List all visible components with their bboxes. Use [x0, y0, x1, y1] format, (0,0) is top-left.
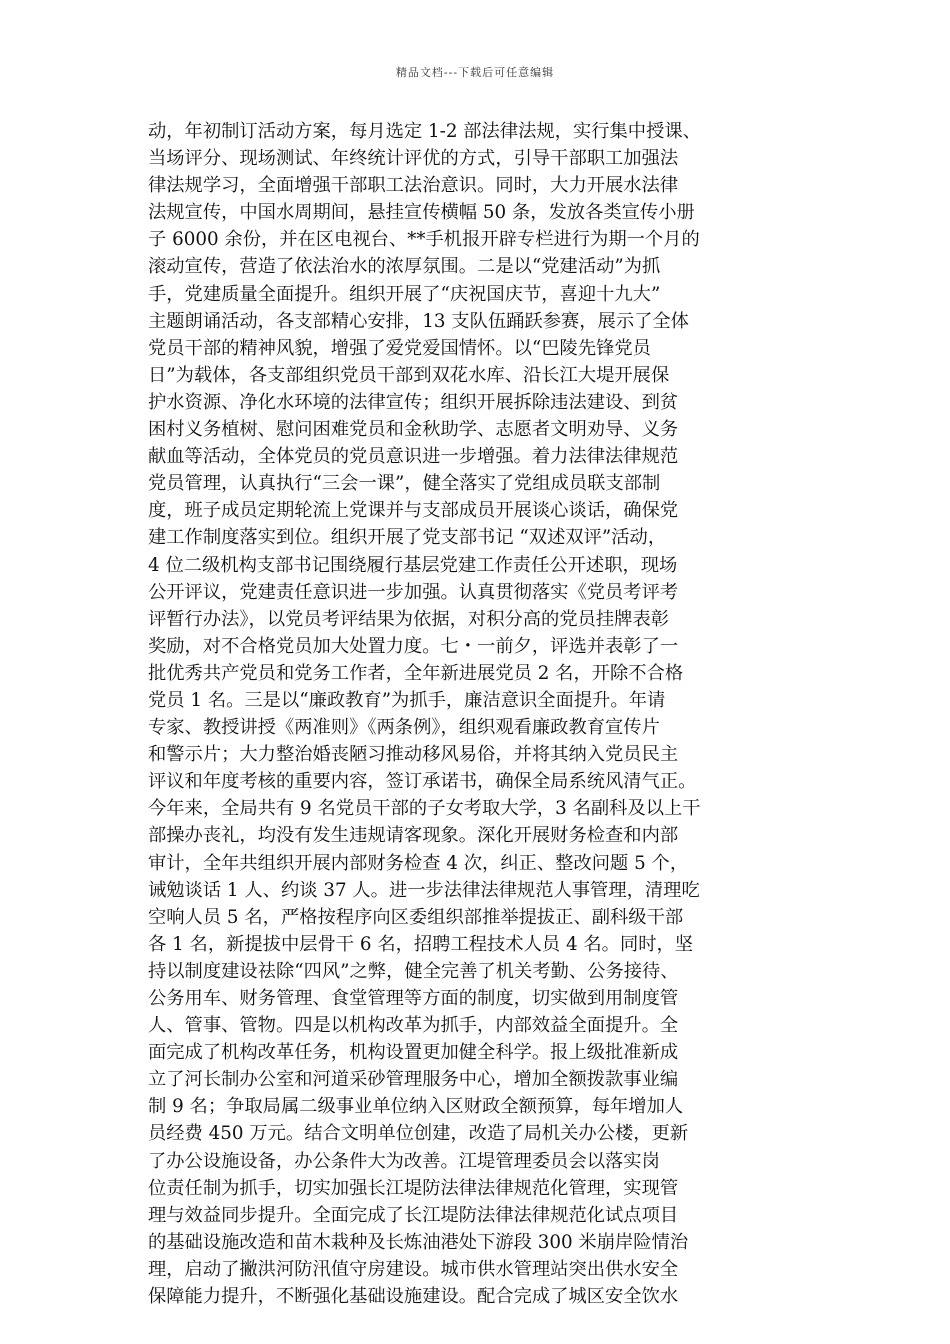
- text-line: 动，年初制订活动方案，每月选定 1-2 部法律法规，实行集中授课、: [148, 121, 701, 142]
- text-line: 度，班子成员定期轮流上党课并与支部成员开展谈心谈话，确保党: [148, 500, 679, 522]
- text-line: 奖励，对不合格党员加大处置力度。七・一前夕，评选并表彰了一: [148, 635, 679, 657]
- text-line: 专家、教授讲授《两准则》《两条例》，组织观看廉政教育宣传片: [148, 717, 660, 739]
- text-line: 各 1 名，新提拔中层骨干 6 名，招聘工程技术人员 4 名。同时，坚: [148, 933, 694, 955]
- text-line: 主题朗诵活动，各支部精心安排，13 支队伍踊跃参赛，展示了全体: [148, 310, 689, 332]
- text-line: 公务用车、财务管理、食堂管理等方面的制度，切实做到用制度管: [148, 988, 679, 1009]
- text-line: 制 9 名；争取局属二级事业单位纳入区财政全额预算，每年增加人: [148, 1096, 684, 1118]
- text-line: 子 6000 余份，并在区电视台、**手机报开辟专栏进行为期一个月的: [148, 229, 700, 251]
- text-line: 理与效益同步提升。全面完成了长江堤防法律法律规范化试点项目: [148, 1204, 679, 1226]
- text-line: 护水资源、净化水环境的法律宣传；组织开展拆除违法建设、到贫: [148, 391, 679, 413]
- text-line: 法规宣传，中国水周期间，悬挂宣传横幅 50 条，发放各类宣传小册: [148, 202, 695, 224]
- text-line: 保障能力提升，不断强化基础设施建设。配合完成了城区安全饮水: [148, 1286, 679, 1308]
- page-header: 精品文档---下载后可任意编辑: [395, 66, 555, 79]
- text-line: 日”为载体，各支部组织党员干部到双花水库、沿长江大堤开展保: [148, 364, 670, 386]
- text-line: 公开评议，党建责任意识进一步加强。认真贯彻落实《党员考评考: [148, 581, 679, 603]
- text-line: 评暂行办法》，以党员考评结果为依据，对积分高的党员挂牌表彰: [148, 608, 670, 630]
- text-line: 部操办丧礼，均没有发生违规请客现象。深化开展财务检查和内部: [148, 825, 679, 847]
- text-line: 建工作制度落实到位。组织开展了党支部书记 “双述双评”活动，: [148, 527, 667, 549]
- text-line: 的基础设施改造和苗木栽种及长炼油港处下游段 300 米崩岸险情治: [148, 1231, 689, 1253]
- text-line: 人、管事、管物。四是以机构改革为抓手，内部效益全面提升。全: [148, 1015, 679, 1037]
- text-line: 位责任制为抓手，切实加强长江堤防法律法律规范化管理，实现管: [148, 1177, 679, 1199]
- text-line: 审计，全年共组织开展内部财务检查 4 次，纠正、整改问题 5 个，: [148, 852, 689, 874]
- text-line: 党员干部的精神风貌，增强了爱党爱国情怀。以“巴陵先锋党员: [148, 337, 651, 359]
- text-line: 律法规学习，全面增强干部职工法治意识。同时，大力开展水法律: [148, 175, 679, 197]
- text-line: 员经费 450 万元。结合文明单位创建，改造了局机关办公楼，更新: [148, 1123, 689, 1145]
- text-line: 困村义务植树、慰问困难党员和金秋助学、志愿者文明劝导、义务: [148, 419, 679, 441]
- text-line: 今年来，全局共有 9 名党员干部的子女考取大学，3 名副科及以上干: [148, 798, 701, 820]
- text-line: 评议和年度考核的重要内容，签订承诺书，确保全局系统风清气正。: [148, 771, 697, 793]
- text-line: 滚动宣传，营造了依法治水的浓厚氛围。二是以“党建活动”为抓: [148, 256, 661, 278]
- text-line: 献血等活动，全体党员的党员意识进一步增强。着力法律法律规范: [148, 446, 679, 468]
- text-line: 当场评分、现场测试、年终统计评优的方式，引导干部职工加强法: [148, 148, 679, 170]
- text-line: 面完成了机构改革任务，机构设置更加健全科学。报上级批准新成: [148, 1042, 679, 1064]
- text-line: 党员管理，认真执行“三会一课”，健全落实了党组成员联支部制: [148, 473, 661, 495]
- text-line: 诫勉谈话 1 人、约谈 37 人。进一步法律法律规范人事管理，清理吃: [148, 879, 700, 901]
- text-line: 手，党建质量全面提升。组织开展了“庆祝国庆节，喜迎十九大”: [148, 283, 661, 305]
- text-line: 批优秀共产党员和党务工作者，全年新进展党员 2 名，开除不合格: [148, 662, 684, 684]
- text-line: 4 位二级机构支部书记围绕履行基层党建工作责任公开述职，现场: [148, 554, 678, 576]
- text-line: 空响人员 5 名，严格按程序向区委组织部推举提拔正、副科级干部: [148, 906, 684, 928]
- text-line: 和警示片；大力整治婚丧陋习推动移风易俗，并将其纳入党员民主: [148, 744, 679, 766]
- text-line: 持以制度建设祛除“四风”之弊，健全完善了机关考勤、公务接待、: [148, 960, 679, 982]
- text-line: 党员 1 名。三是以“廉政教育”为抓手，廉洁意识全面提升。年请: [148, 689, 666, 711]
- document-body: [148, 118, 810, 1310]
- text-line: 立了河长制办公室和河道采砂管理服务中心，增加全额拨款事业编: [148, 1069, 679, 1091]
- text-line: 理，启动了撇洪河防汛值守房建设。城市供水管理站突出供水安全: [148, 1258, 679, 1280]
- text-line: 了办公设施设备，办公条件大为改善。江堤管理委员会以落实岗: [148, 1150, 660, 1172]
